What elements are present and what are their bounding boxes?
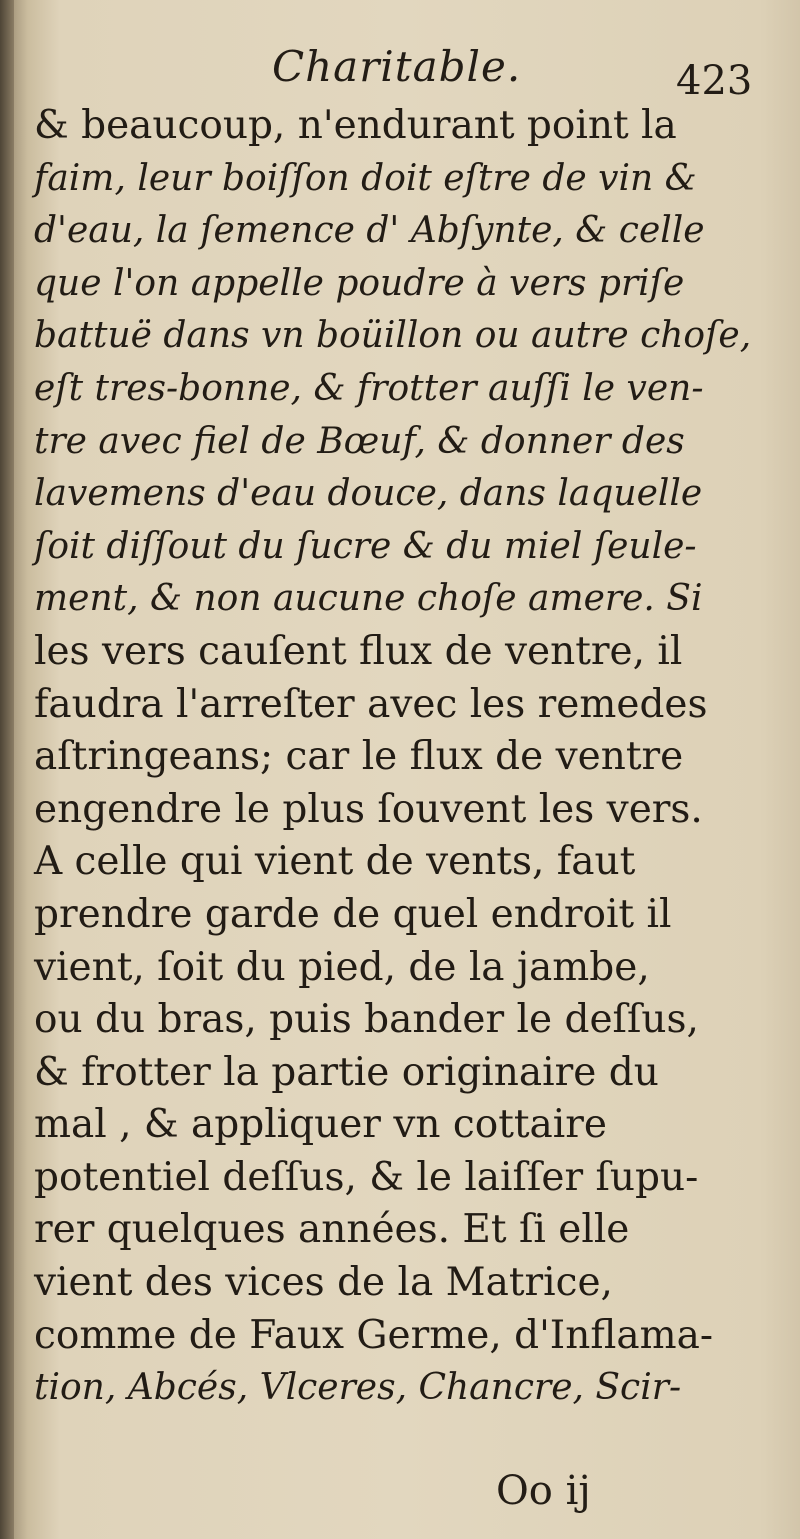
text-line: tre avec fiel de Bœuf, & donner des [34, 420, 685, 462]
text-line: eſt tres-bonne, & frotter auſſi le ven- [34, 367, 704, 409]
text-line: ment, & non aucune choſe amere. Si [34, 578, 703, 620]
page-number: 423 [676, 58, 753, 104]
text-line: engendre le plus ſouvent les vers. [34, 786, 703, 832]
text-line: d'eau, la ſemence d' Abſynte, & celle [34, 210, 705, 252]
text-line: A celle qui vient de vents, faut [34, 839, 636, 885]
text-line: potentiel deſſus, & le laiſſer ſupu- [34, 1154, 699, 1200]
text-line: aſtringeans; car le flux de ventre [34, 734, 684, 780]
binding-gutter [0, 0, 14, 1539]
text-line: les vers cauſent flux de ventre, il [34, 628, 683, 674]
text-line: faim, leur boiſſon doit eſtre de vin & [34, 157, 697, 199]
text-line: faudra l'arreſter avec les remedes [34, 681, 708, 727]
text-line: ou du bras, puis bander le deſſus, [34, 997, 699, 1043]
body-text [34, 100, 774, 1415]
page-header [0, 42, 800, 102]
text-line: prendre garde de quel endroit il [34, 891, 672, 937]
text-line: ſoit diſſout du ſucre & du miel ſeule- [34, 525, 697, 567]
text-line: tion, Abcés, Vlceres, Chancre, Scir- [34, 1367, 682, 1409]
text-line: comme de Faux Germe, d'Inflama- [34, 1312, 713, 1358]
text-line: rer quelques années. Et ſi elle [34, 1207, 630, 1253]
text-line: que l'on appelle poudre à vers priſe [34, 262, 685, 304]
text-line: & frotter la partie originaire du [34, 1049, 659, 1095]
text-line: mal , & appliquer vn cottaire [34, 1102, 608, 1148]
text-line: vient des vices de la Matrice, [34, 1260, 613, 1306]
text-line: lavemens d'eau douce, dans laquelle [34, 473, 703, 515]
text-line: vient, ſoit du pied, de la jambe, [34, 944, 650, 990]
signature-mark: Oo ij [496, 1468, 591, 1514]
text-line: battuë dans vn boüillon ou autre choſe, [34, 315, 752, 357]
text-line: & beaucoup, n'endurant point la [34, 103, 677, 148]
running-title: Charitable. [272, 42, 522, 91]
